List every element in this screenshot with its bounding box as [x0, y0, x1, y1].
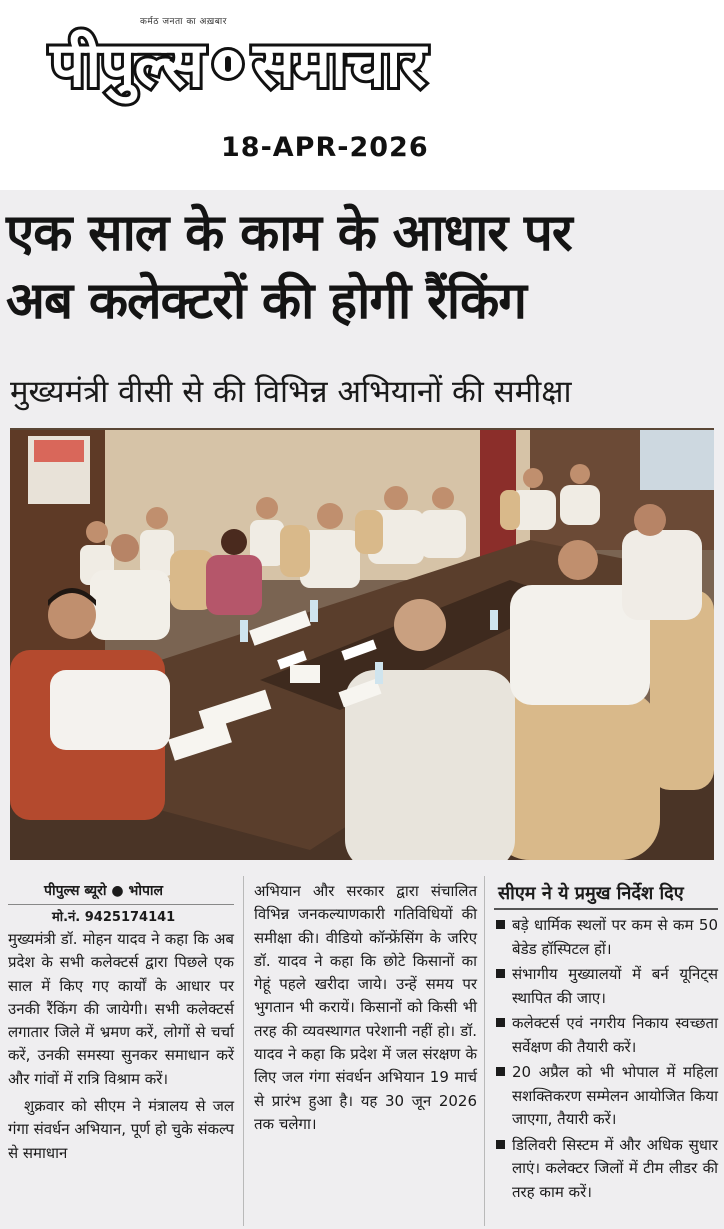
article-headline — [6, 200, 718, 336]
article-subheadline: मुख्यमंत्री वीसी से की विभिन्न अभियानों की समीक्षा — [10, 374, 572, 410]
newspaper-logo — [50, 20, 610, 110]
directives-list — [494, 914, 718, 1204]
meeting-photo-illustration — [10, 430, 714, 860]
article-paragraph: मुख्यमंत्री डॉ. मोहन यादव ने कहा कि अब प्रदेश के सभी कलेक्टर्स द्वारा पिछले एक साल में किए गए कार्यों के आधार पर उनकी रैंकिंग की जायेगी। सभी कलेक्टर्स लगातार जिले में भ्रमण करें, लोगों से चर्चा करें, उनकी समस्या सुनकर समाधान करें और गांवों में रात्रि विश्राम करें। — [8, 930, 234, 1088]
directive-item: 20 अप्रैल को भी भोपाल में महिला सशक्तिकरण सम्मेलन आयोजित किया जाएगा, तैयारी करें। — [494, 1061, 718, 1132]
article-column-1 — [8, 880, 234, 1165]
news-clipping — [0, 190, 724, 1229]
article-column-2 — [254, 880, 477, 1136]
logo-word-samachar: समाचार — [253, 28, 425, 101]
article-paragraph: अभियान और सरकार द्वारा संचालित विभिन्न जनकल्याणकारी गतिविधियों की समीक्षा की। वीडियो कॉन्फ्रेंसिंग के जरिए डॉ. यादव ने कहा कि छोटे किसानों का गेहूं पहले खरीदा जाये। उन्हें समय पर भुगतान भी करायें। किसानों को किसी भी तरह की व्यवस्थागत परेशानी नहीं हो। डॉ. यादव ने कहा कि प्रदेश में जल संरक्षण के लिए जल गंगा संवर्धन अभियान 19 मार्च से प्रारंभ हुआ है। यह 30 जून 2026 तक चलेगा। — [254, 882, 477, 1133]
directive-item: संभागीय मुख्यालयों में बर्न यूनिट्स स्थापित की जाए। — [494, 963, 718, 1010]
logo-word-peoples: पीपुल्स — [50, 28, 204, 101]
headline-line-1: एक साल के काम के आधार पर — [6, 204, 572, 263]
directive-item: कलेक्टर्स एवं नगरीय निकाय स्वच्छता सर्वेक्षण की तैयारी करें। — [494, 1012, 718, 1059]
article-paragraph: शुक्रवार को सीएम ने मंत्रालय से जल गंगा संवर्धन अभियान, पूर्ण हो चुके संकल्प से समाधान — [8, 1097, 234, 1162]
reporter-mobile: मो.नं. 9425174141 — [52, 910, 176, 925]
directives-title: सीएम ने ये प्रमुख निर्देश दिए — [494, 880, 718, 910]
directives-box — [494, 880, 718, 1206]
article-byline: पीपुल्स ब्यूरो ● भोपाल — [44, 883, 164, 899]
column-divider — [484, 876, 485, 1226]
masthead-emblem-icon — [211, 47, 245, 81]
masthead — [0, 0, 724, 190]
directive-item: बड़े धार्मिक स्थलों पर कम से कम 50 बेडेड हॉस्पिटल हों। — [494, 914, 718, 961]
meeting-photo — [10, 428, 714, 860]
directive-item: डिलिवरी सिस्टम में और अधिक सुधार लाएं। कलेक्टर जिलों में टीम लीडर की तरह काम करें। — [494, 1134, 718, 1205]
column-divider — [243, 876, 244, 1226]
headline-line-2: अब कलेक्टरों की होगी रैंकिंग — [6, 272, 526, 331]
publication-date: 18-APR-2026 — [221, 132, 429, 163]
masthead-tagline: कर्मठ जनता का अख़बार — [140, 17, 227, 27]
byline-rule — [8, 904, 234, 905]
